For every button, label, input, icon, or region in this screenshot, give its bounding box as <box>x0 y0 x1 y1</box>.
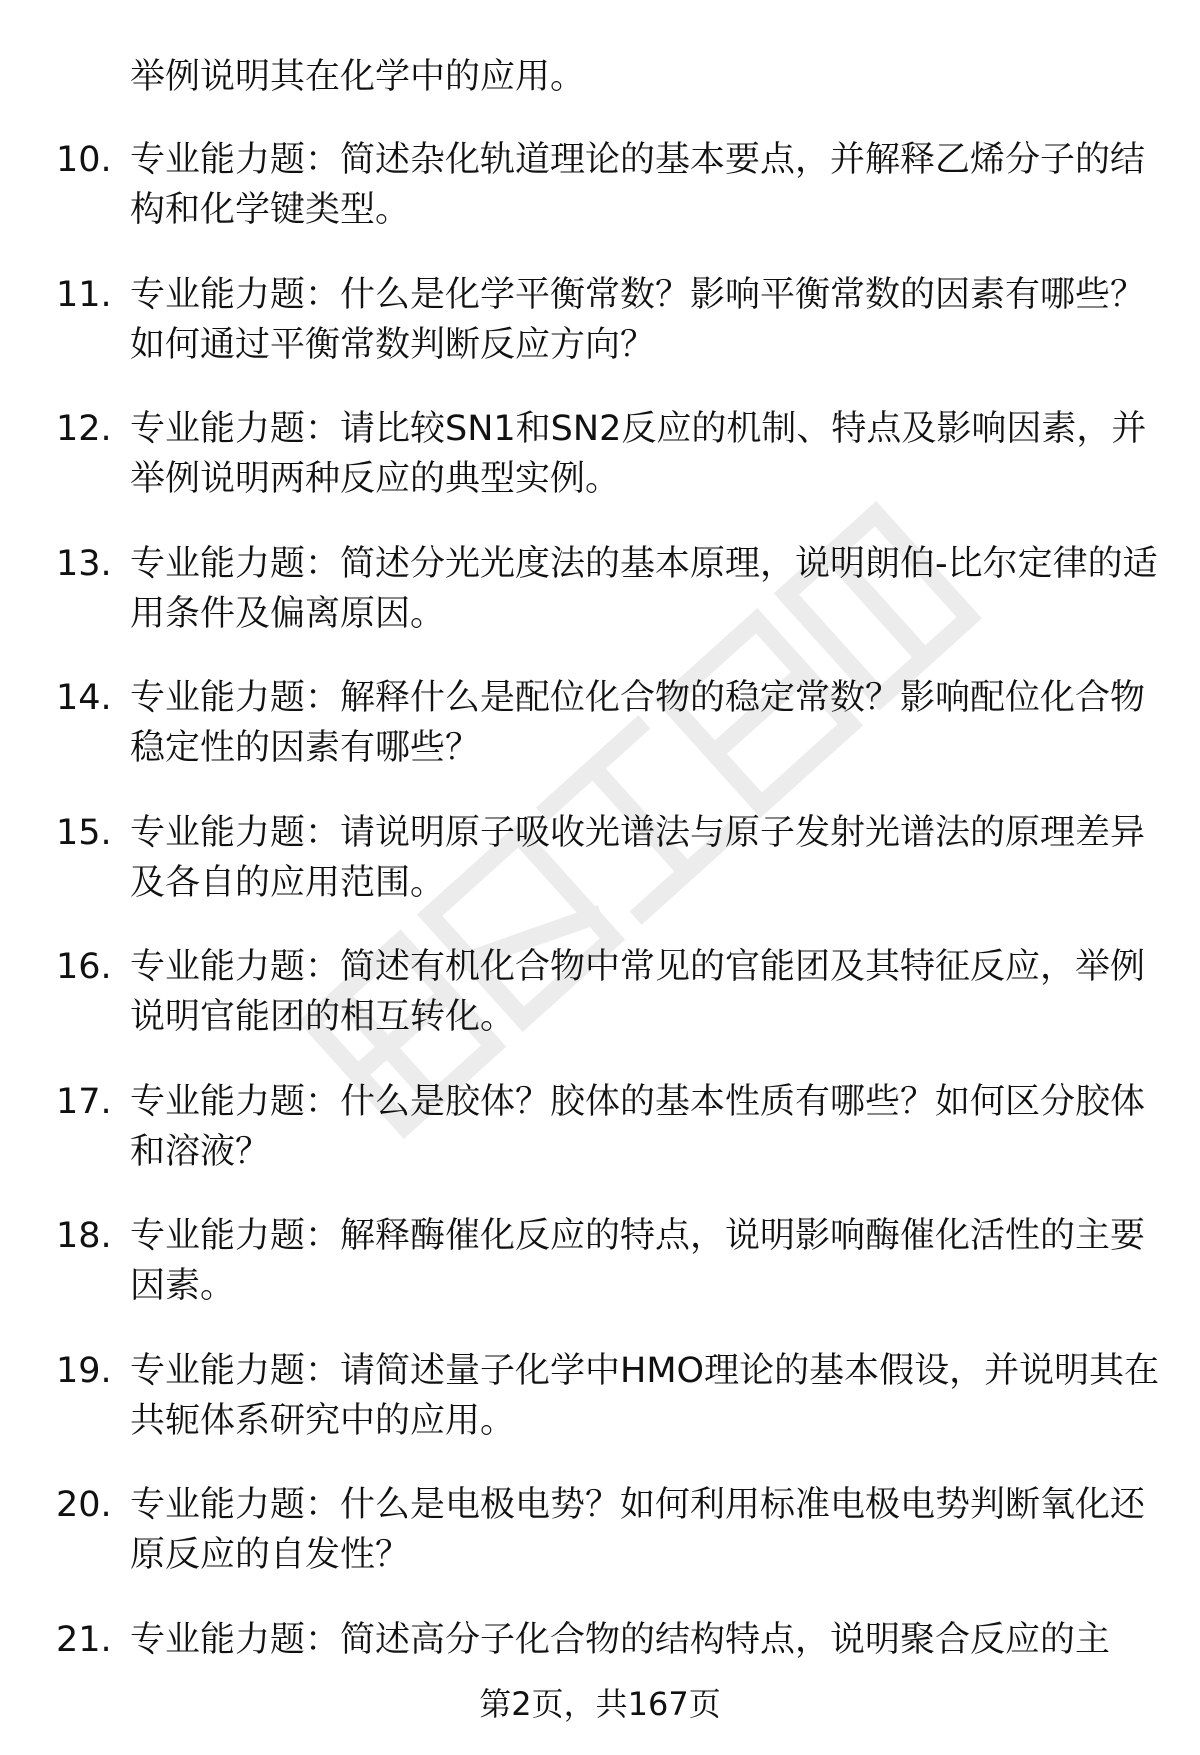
continued-question-text: 举例说明其在化学中的应用。 <box>130 57 586 97</box>
question-number: 16. <box>56 947 112 987</box>
question-text: 专业能力题：简述分光光度法的基本原理，说明朗伯-比尔定律的适用条件及偏离原因。 <box>130 543 1158 634</box>
question-text: 专业能力题：简述有机化合物中常见的官能团及其特征反应，举例说明官能团的相互转化。 <box>130 947 1146 1037</box>
question-number: 14. <box>56 678 112 718</box>
question-text: 专业能力题：请简述量子化学中HMO理论的基本假设，并说明其在共轭体系研究中的应用。 <box>130 1350 1160 1441</box>
question-item <box>0 1077 1200 1212</box>
question-item <box>0 1211 1200 1346</box>
question-number: 19. <box>56 1350 112 1391</box>
question-item <box>0 270 1200 405</box>
question-item <box>0 1615 1200 1750</box>
question-number: 10. <box>56 140 112 180</box>
question-item <box>0 135 1200 270</box>
question-text: 专业能力题：请比较SN1和SN2反应的机制、特点及影响因素，并举例说明两种反应的典型实例。 <box>130 409 1147 499</box>
question-item <box>0 942 1200 1077</box>
question-list <box>0 135 1200 1749</box>
question-item <box>0 539 1200 674</box>
question-text: 专业能力题：简述高分子化合物的结构特点，说明聚合反应的主 <box>130 1619 1111 1660</box>
question-number: 21. <box>56 1619 112 1660</box>
question-text: 专业能力题：解释什么是配位化合物的稳定常数？影响配位化合物稳定性的因素有哪些？ <box>130 678 1146 768</box>
question-number: 13. <box>56 543 112 584</box>
question-number: 20. <box>56 1485 112 1525</box>
question-number: 11. <box>56 274 112 315</box>
question-item <box>0 1480 1200 1615</box>
question-number: 17. <box>56 1081 112 1122</box>
question-text: 专业能力题：简述杂化轨道理论的基本要点，并解释乙烯分子的结构和化学键类型。 <box>130 140 1146 230</box>
question-text: 专业能力题：请说明原子吸收光谱法与原子发射光谱法的原理差异及各自的应用范围。 <box>130 812 1146 903</box>
question-item <box>0 808 1200 943</box>
question-item <box>0 404 1200 539</box>
page-footer: 第2页，共167页 <box>479 1685 721 1723</box>
question-text: 专业能力题：什么是胶体？胶体的基本性质有哪些？如何区分胶体和溶液？ <box>130 1081 1146 1172</box>
question-text: 专业能力题：什么是电极电势？如何利用标准电极电势判断氧化还原反应的自发性？ <box>130 1485 1146 1575</box>
question-number: 18. <box>56 1216 112 1256</box>
question-number: 15. <box>56 812 112 853</box>
question-number: 12. <box>56 409 112 449</box>
question-text: 专业能力题：什么是化学平衡常数？影响平衡常数的因素有哪些？如何通过平衡常数判断反应方向？ <box>130 274 1146 365</box>
question-item <box>0 673 1200 808</box>
question-item <box>0 1346 1200 1481</box>
question-text: 专业能力题：解释酶催化反应的特点，说明影响酶催化活性的主要因素。 <box>130 1216 1146 1306</box>
